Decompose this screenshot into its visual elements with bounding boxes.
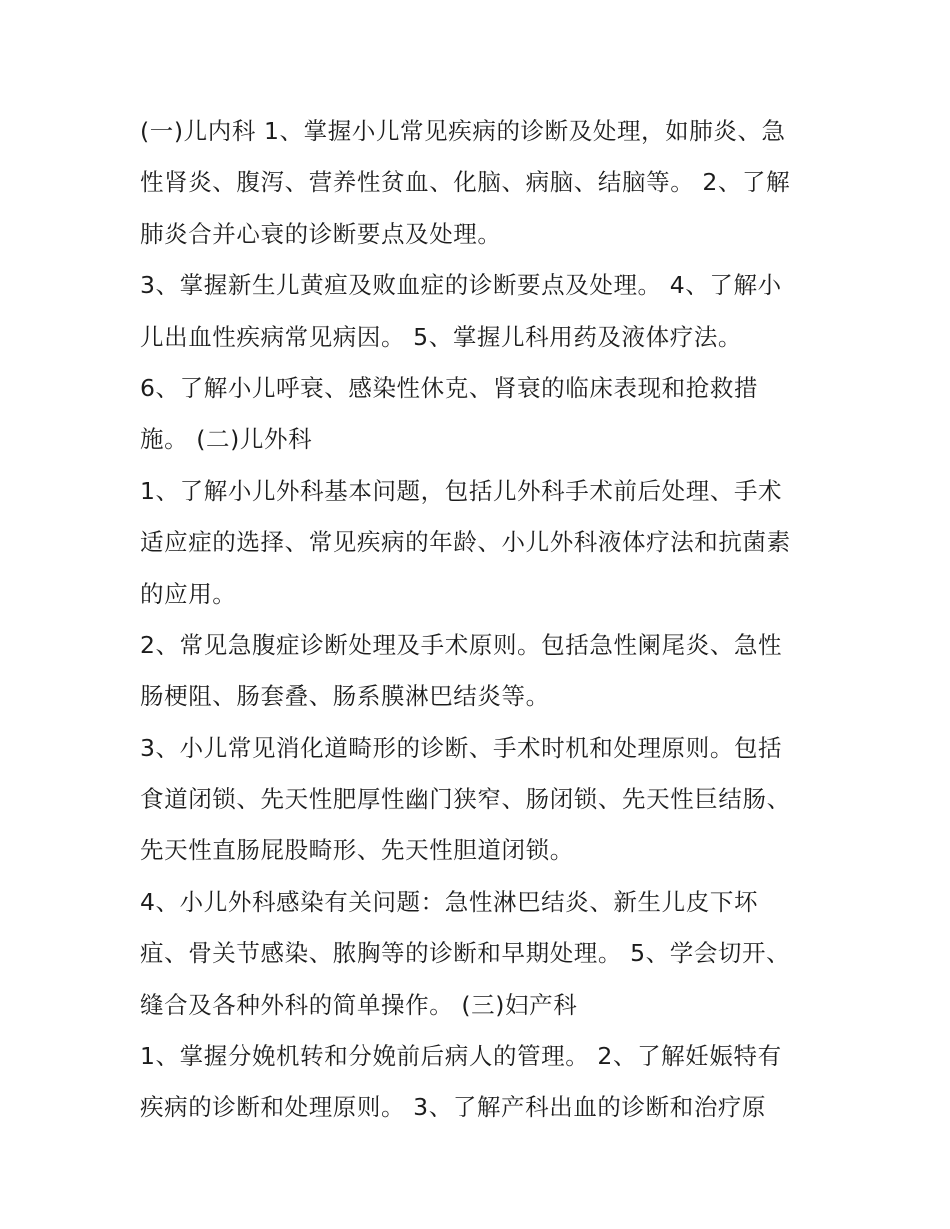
text-line: 肺炎合并心衰的诊断要点及处理。 [140, 219, 502, 248]
text-line: 3、掌握新生儿黄疸及败血症的诊断要点及处理。 4、了解小 [140, 271, 782, 300]
text-line: 2、常见急腹症诊断处理及手术原则。包括急性阑尾炎、急性 [140, 630, 783, 659]
text-line: 性肾炎、腹泻、营养性贫血、化脑、病脑、结脑等。 2、了解 [140, 168, 791, 197]
text-line: 肠梗阻、肠套叠、肠系膜淋巴结炎等。 [140, 682, 550, 711]
text-line: 1、了解小儿外科基本问题，包括儿外科手术前后处理、手术 [140, 476, 783, 505]
text-line: 1、掌握分娩机转和分娩前后病人的管理。 2、了解妊娠特有 [140, 1042, 782, 1071]
text-line: 疾病的诊断和处理原则。 3、了解产科出血的诊断和治疗原 [140, 1093, 767, 1122]
text-line: 先天性直肠屁股畸形、先天性胆道闭锁。 [140, 836, 574, 865]
text-line: 的应用。 [140, 579, 237, 608]
text-line: 适应症的选择、常见疾病的年龄、小儿外科液体疗法和抗菌素 [140, 528, 791, 557]
text-line: 儿出血性疾病常见病因。 5、掌握儿科用药及液体疗法。 [140, 322, 743, 351]
text-line: 6、了解小儿呼衰、感染性休克、肾衰的临床表现和抢救措 [140, 373, 759, 402]
text-line: 食道闭锁、先天性肥厚性幽门狭窄、肠闭锁、先天性巨结肠、 [140, 785, 791, 814]
text-line: 缝合及各种外科的简单操作。 (三)妇产科 [140, 990, 578, 1019]
text-line: (一)儿内科 1、掌握小儿常见疾病的诊断及处理，如肺炎、急 [140, 117, 786, 145]
text-line: 3、小儿常见消化道畸形的诊断、手术时机和处理原则。包括 [140, 733, 783, 762]
text-line: 施。 (二)儿外科 [140, 425, 313, 454]
document-body [140, 109, 830, 1137]
text-line: 4、小儿外科感染有关问题：急性淋巴结炎、新生儿皮下坏 [140, 887, 759, 916]
text-line: 疽、骨关节感染、脓胸等的诊断和早期处理。 5、学会切开、 [140, 939, 791, 968]
